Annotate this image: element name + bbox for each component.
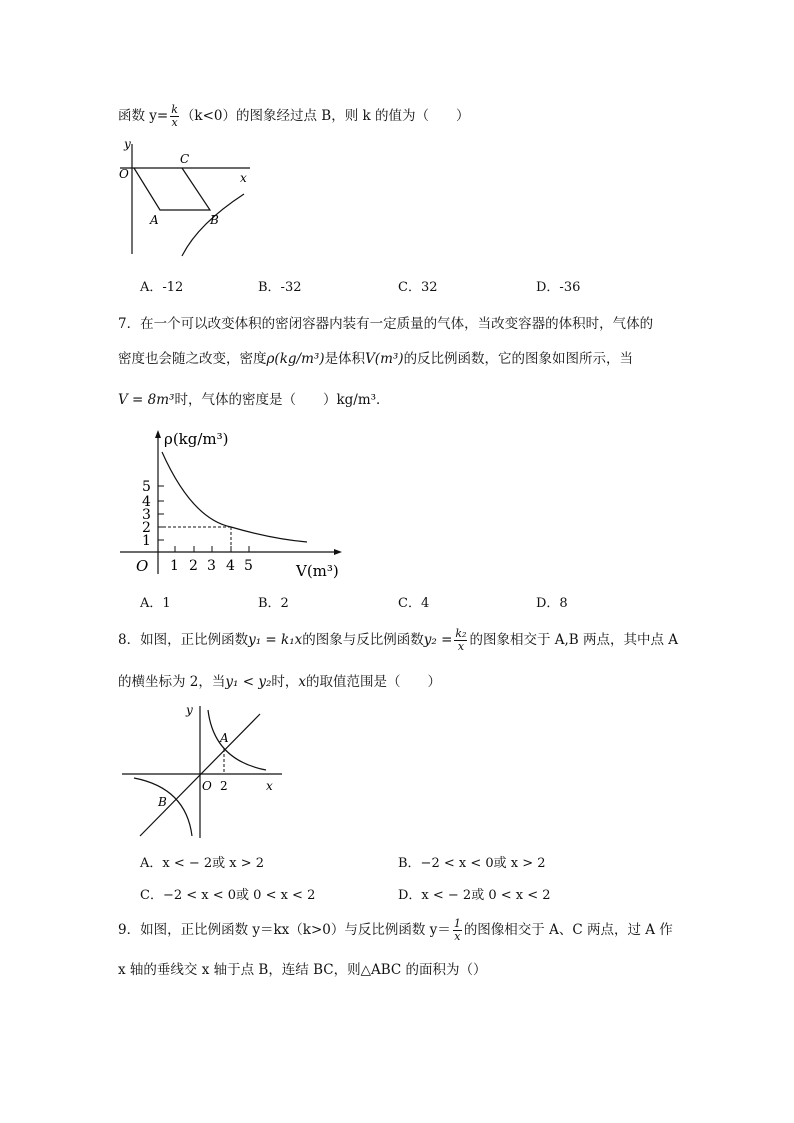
q8-fig-o: O (202, 779, 212, 793)
q8-option-c[interactable]: C．−2 < x < 0或 0 < x < 2 (140, 888, 316, 903)
q8-option-b[interactable]: B．−2 < x < 0或 x > 2 (398, 856, 546, 871)
q7-xtick-1: 1 (170, 558, 179, 574)
q9-line1: 9．如图，正比例函数 y＝kx（k>0）与反比例函数 y＝ $\frac{1}{x}$ 的图像相交于 A、C 两点，过 A 作 (118, 917, 673, 943)
q7-line2: 密度也会随之改变，密度ρ(kg/m³)是体积V(m³)的反比例函数，它的图象如图所示，当 (118, 351, 634, 367)
q6-option-d[interactable]: D．-36 (536, 280, 581, 295)
q7-figure (112, 424, 352, 584)
q8-fig-2: 2 (220, 779, 228, 793)
q6-fig-x: x (240, 171, 247, 185)
q6-fraction: $\frac{k}{x}$ (171, 103, 178, 129)
q7-option-d[interactable]: D．8 (536, 596, 568, 611)
q7-ytick-3: 3 (142, 507, 151, 523)
q7-ytick-1: 1 (142, 533, 151, 549)
q7-option-a[interactable]: A．1 (140, 596, 171, 611)
q6-option-c[interactable]: C．32 (398, 280, 438, 295)
q6-stem: 函数 y= $\frac{k}{x}$ （k<0）的图象经过点 B，则 k 的值为（ ） (118, 103, 470, 129)
q7-ytick-5: 5 (142, 479, 151, 495)
q8-option-a[interactable]: A．x < − 2或 x > 2 (140, 856, 265, 871)
q6-fig-a: A (150, 213, 159, 227)
q7-xtick-2: 2 (189, 558, 198, 574)
q6-fig-y: y (124, 137, 131, 151)
q7-x-ticks (170, 546, 253, 574)
q6-fig-b: B (210, 213, 219, 227)
q7-ytick-2: 2 (142, 520, 151, 536)
q6-fig-o: O (119, 167, 129, 181)
q7-option-b[interactable]: B．2 (258, 596, 289, 611)
q8-line1: 8．如图，正比例函数y₁ = k₁x的图象与反比例函数y₂ = $\frac{\text{k₂}}{x}$ 的图象相交于 A,B 两点，其中点 A (118, 627, 679, 653)
q7-y-label: ρ(kg/m³) (164, 430, 229, 448)
q7-origin: O (136, 557, 149, 575)
q8-fig-a: A (220, 731, 229, 745)
q6-option-b[interactable]: B．-32 (258, 280, 302, 295)
q7-xtick-5: 5 (244, 558, 253, 574)
q6-option-a[interactable]: A．-12 (140, 280, 184, 295)
q7-xtick-3: 3 (207, 558, 216, 574)
q7-x-label: V(m³) (296, 562, 339, 580)
q8-figure (118, 700, 288, 840)
q8-line2: 的横坐标为 2，当y₁ < y₂时，x的取值范围是（ ） (118, 674, 441, 690)
q7-y-ticks (142, 479, 164, 549)
q7-option-c[interactable]: C．4 (398, 596, 430, 611)
q7-line1: 7．在一个可以改变体积的密闭容器内装有一定质量的气体，当改变容器的体积时，气体的 (118, 316, 654, 332)
q8-option-d[interactable]: D．x < − 2或 0 < x < 2 (398, 888, 551, 903)
q8-fig-y: y (186, 703, 193, 717)
q6-figure (112, 136, 262, 258)
q8-fig-x: x (266, 779, 273, 793)
q8-fraction: $\frac{\text{k₂}}{x}$ (455, 627, 467, 653)
q9-line2: x 轴的垂线交 x 轴于点 B，连结 BC，则△ABC 的面积为（） (118, 962, 487, 978)
q6-fig-c: C (180, 152, 190, 166)
q7-curve (162, 452, 307, 542)
q7-ytick-4: 4 (142, 494, 151, 510)
q7-line3: V = 8m³时，气体的密度是（ ）kg/m³． (118, 392, 390, 408)
q7-xtick-4: 4 (226, 558, 235, 574)
q9-fraction: $\frac{1}{x}$ (453, 917, 461, 943)
q8-fig-b: B (158, 795, 167, 809)
